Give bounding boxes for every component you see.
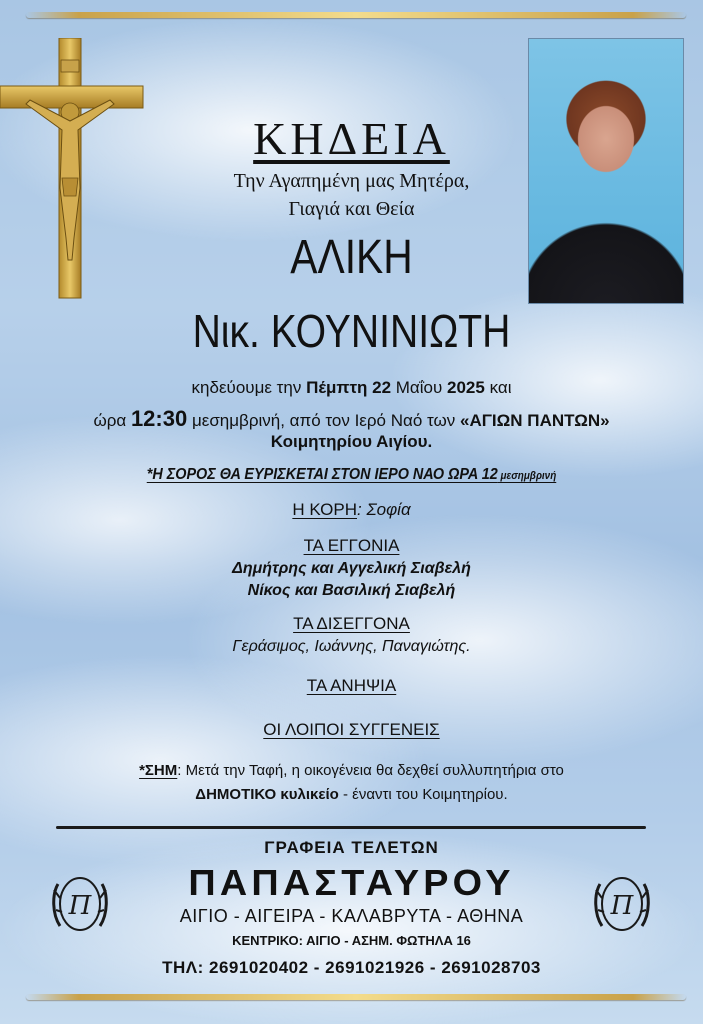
- funeral-home-name: ΠΑΠΑΣΤΑΥΡΟΥ: [188, 862, 515, 903]
- funeral-title: ΚΗΔΕΙΑ: [253, 113, 450, 164]
- great-grandchildren-names: Γεράσιμος, Ιωάννης, Παναγιώτης.: [232, 638, 471, 655]
- funeral-home-heading: ΓΡΑΦΕΙΑ ΤΕΛΕΤΩΝ: [264, 838, 439, 857]
- note-line-2: ΔΗΜΟΤΙΚΟ κυλικείο - έναντι του Κοιμητηρίου.: [195, 786, 508, 803]
- daughter-label: Η ΚΟΡΗ: [292, 500, 357, 519]
- service-year: 2025: [447, 378, 485, 397]
- daughter-line: [0, 500, 703, 520]
- bottom-gold-rule: [26, 994, 686, 1000]
- body-notice: *Η ΣΟΡΟΣ ΘΑ ΕΥΡΙΣΚΕΤΑΙ ΣΤΟΝ ΙΕΡΟ ΝΑΟ ΩΡΑ 12 μεσημβρινή: [146, 466, 557, 483]
- grandchildren-line-1: Δημήτρης και Αγγελική Σιαβελή: [232, 560, 471, 577]
- funeral-home-phones: ΤΗΛ: 2691020402 - 2691021926 - 2691028703: [162, 958, 541, 977]
- grandchildren-line-2: Νίκος και Βασιλική Σιαβελή: [247, 582, 456, 599]
- grandchildren-label: ΤΑ ΕΓΓΟΝΙΑ: [303, 536, 400, 555]
- deceased-surname: Νικ. ΚΟΥΝΙΝΙΩΤΗ: [192, 305, 511, 357]
- top-gold-rule: [26, 12, 686, 18]
- svg-text:Π: Π: [68, 891, 92, 921]
- funeral-home-locations: ΑΙΓΙΟ - ΑΙΓΕΙΡΑ - ΚΑΛΑΒΡΥΤΑ - ΑΘΗΝΑ: [179, 906, 524, 926]
- service-line-3: Κοιμητηρίου Αιγίου.: [270, 432, 433, 451]
- great-grandchildren-label: ΤΑ ΔΙΣΕΓΓΟΝΑ: [293, 614, 410, 633]
- deceased-first-name: ΑΛΙΚΗ: [290, 231, 413, 284]
- service-line-2: ώρα 12:30 μεσημβρινή, από τον Ιερό Ναό των «ΑΓΙΩΝ ΠΑΝΤΩΝ»: [93, 406, 610, 431]
- intro-line-1: Την Αγαπημένη μας Μητέρα,: [233, 170, 470, 192]
- nephews-label: ΤΑ ΑΝΗΨΙΑ: [306, 676, 397, 695]
- intro-line-2: Γιαγιά και Θεία: [288, 198, 415, 220]
- svg-text:Π: Π: [610, 891, 634, 921]
- service-church: «ΑΓΙΩΝ ΠΑΝΤΩΝ»: [459, 411, 610, 430]
- service-day: Πέμπτη 22: [306, 378, 392, 397]
- funeral-home-address: ΚΕΝΤΡΙΚΟ: ΑΙΓΙΟ - ΑΣΗΜ. ΦΩΤΗΛΑ 16: [232, 933, 471, 948]
- funeral-home-logo-icon: [50, 870, 110, 940]
- note-label: *ΣΗΜ: [139, 762, 178, 779]
- service-time: 12:30: [130, 406, 188, 431]
- note-line-1: *ΣΗΜ: Μετά την Ταφή, η οικογένεια θα δεχθεί συλλυπητήρια στο: [139, 762, 564, 779]
- daughter-name: : Σοφία: [357, 500, 411, 519]
- note-venue: ΔΗΜΟΤΙΚΟ κυλικείο: [195, 786, 339, 803]
- relatives-label: ΟΙ ΛΟΙΠΟΙ ΣΥΓΓΕΝΕΙΣ: [263, 720, 440, 739]
- funeral-home-logo-icon: [592, 870, 652, 940]
- service-line-1: κηδεύουμε την Πέμπτη 22 Μαΐου 2025 και: [191, 378, 512, 397]
- footer-ornament-line: [56, 826, 646, 829]
